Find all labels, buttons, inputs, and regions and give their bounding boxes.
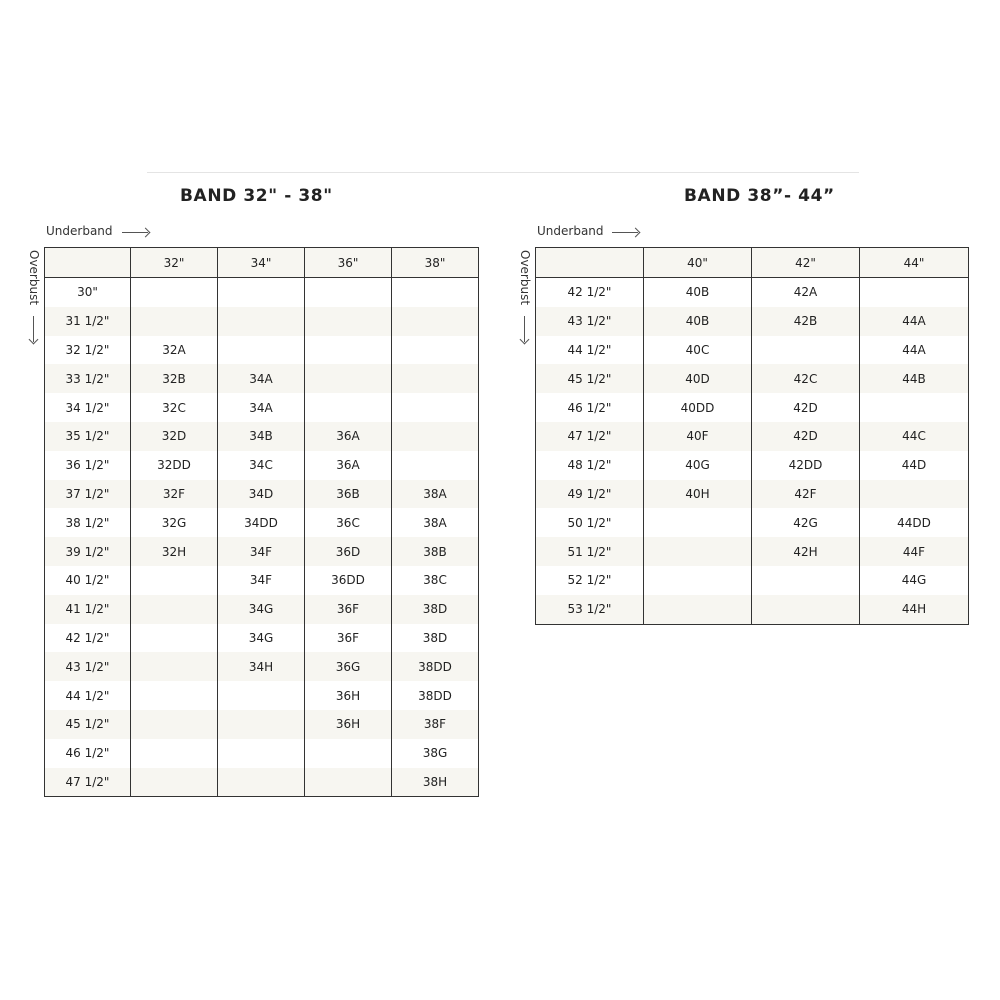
size-cell bbox=[131, 595, 218, 624]
table-row bbox=[45, 393, 479, 422]
size-cell: 32F bbox=[131, 480, 218, 509]
table-row bbox=[45, 451, 479, 480]
overbust-cell: 37 1/2" bbox=[45, 480, 131, 509]
size-cell: 44F bbox=[860, 537, 969, 566]
size-cell bbox=[860, 278, 969, 307]
size-cell bbox=[218, 307, 305, 336]
size-cell: 44H bbox=[860, 595, 969, 624]
table-row bbox=[45, 508, 479, 537]
overbust-cell: 48 1/2" bbox=[536, 451, 644, 480]
table-row bbox=[536, 480, 969, 509]
right-overbust-label: Overbust bbox=[518, 250, 532, 306]
overbust-cell: 51 1/2" bbox=[536, 537, 644, 566]
overbust-cell: 43 1/2" bbox=[536, 307, 644, 336]
size-cell: 34F bbox=[218, 537, 305, 566]
size-cell: 38C bbox=[392, 566, 479, 595]
overbust-cell: 44 1/2" bbox=[45, 681, 131, 710]
table-row bbox=[45, 566, 479, 595]
size-cell: 38F bbox=[392, 710, 479, 739]
size-cell bbox=[305, 336, 392, 365]
table-row bbox=[45, 739, 479, 768]
size-cell: 42C bbox=[752, 364, 860, 393]
overbust-cell: 41 1/2" bbox=[45, 595, 131, 624]
size-cell: 32D bbox=[131, 422, 218, 451]
size-cell bbox=[218, 710, 305, 739]
table-row bbox=[536, 278, 969, 307]
table-row bbox=[536, 595, 969, 624]
right-table-header bbox=[536, 248, 969, 278]
size-cell bbox=[218, 768, 305, 797]
left-overbust-label: Overbust bbox=[27, 250, 41, 306]
size-cell bbox=[305, 393, 392, 422]
size-cell bbox=[644, 508, 752, 537]
overbust-cell: 42 1/2" bbox=[536, 278, 644, 307]
overbust-cell: 46 1/2" bbox=[536, 393, 644, 422]
size-cell bbox=[644, 537, 752, 566]
table-row bbox=[45, 595, 479, 624]
size-cell bbox=[752, 336, 860, 365]
left-table-header bbox=[45, 248, 479, 278]
size-cell: 38B bbox=[392, 537, 479, 566]
left-underband-arrow-icon bbox=[122, 232, 148, 233]
overbust-cell: 31 1/2" bbox=[45, 307, 131, 336]
right-corner-cell bbox=[536, 248, 644, 278]
overbust-cell: 42 1/2" bbox=[45, 624, 131, 653]
size-cell: 36DD bbox=[305, 566, 392, 595]
table-row bbox=[45, 710, 479, 739]
overbust-cell: 34 1/2" bbox=[45, 393, 131, 422]
size-cell bbox=[644, 566, 752, 595]
size-cell bbox=[860, 393, 969, 422]
overbust-cell: 36 1/2" bbox=[45, 451, 131, 480]
left-band-header: 36" bbox=[305, 248, 392, 278]
size-cell bbox=[131, 278, 218, 307]
table-row bbox=[45, 364, 479, 393]
left-band-header: 38" bbox=[392, 248, 479, 278]
size-cell: 42B bbox=[752, 307, 860, 336]
size-cell: 40B bbox=[644, 307, 752, 336]
size-cell bbox=[860, 480, 969, 509]
size-cell: 42DD bbox=[752, 451, 860, 480]
size-cell bbox=[131, 307, 218, 336]
size-cell: 36H bbox=[305, 710, 392, 739]
table-row bbox=[536, 393, 969, 422]
size-cell: 36G bbox=[305, 652, 392, 681]
table-row bbox=[536, 336, 969, 365]
size-cell: 34D bbox=[218, 480, 305, 509]
overbust-cell: 44 1/2" bbox=[536, 336, 644, 365]
right-underband-label: Underband bbox=[537, 224, 604, 238]
size-cell: 42A bbox=[752, 278, 860, 307]
table-row bbox=[45, 537, 479, 566]
size-cell bbox=[305, 364, 392, 393]
size-cell: 36B bbox=[305, 480, 392, 509]
size-cell: 38DD bbox=[392, 652, 479, 681]
size-cell: 34G bbox=[218, 595, 305, 624]
size-cell bbox=[752, 566, 860, 595]
size-cell bbox=[131, 652, 218, 681]
size-cell: 42G bbox=[752, 508, 860, 537]
size-cell: 40DD bbox=[644, 393, 752, 422]
size-cell bbox=[218, 278, 305, 307]
size-cell: 44D bbox=[860, 451, 969, 480]
left-overbust-arrow-icon bbox=[33, 316, 34, 342]
size-cell: 42D bbox=[752, 422, 860, 451]
size-cell bbox=[392, 278, 479, 307]
size-cell bbox=[305, 768, 392, 797]
size-cell: 32B bbox=[131, 364, 218, 393]
left-size-table bbox=[44, 247, 479, 797]
table-row bbox=[45, 768, 479, 797]
overbust-cell: 30" bbox=[45, 278, 131, 307]
size-cell bbox=[218, 681, 305, 710]
size-cell: 44G bbox=[860, 566, 969, 595]
size-cell bbox=[392, 336, 479, 365]
overbust-cell: 45 1/2" bbox=[45, 710, 131, 739]
size-cell bbox=[305, 739, 392, 768]
size-cell: 34DD bbox=[218, 508, 305, 537]
size-cell bbox=[131, 681, 218, 710]
size-cell: 38D bbox=[392, 624, 479, 653]
size-cell: 36D bbox=[305, 537, 392, 566]
overbust-cell: 49 1/2" bbox=[536, 480, 644, 509]
left-band-header: 34" bbox=[218, 248, 305, 278]
table-row bbox=[536, 364, 969, 393]
size-cell: 32C bbox=[131, 393, 218, 422]
overbust-cell: 53 1/2" bbox=[536, 595, 644, 624]
right-chart-title: BAND 38”- 44” bbox=[684, 186, 835, 206]
right-underband-arrow-icon bbox=[612, 232, 638, 233]
right-band-header: 40" bbox=[644, 248, 752, 278]
overbust-cell: 47 1/2" bbox=[45, 768, 131, 797]
size-cell bbox=[305, 278, 392, 307]
size-cell: 42D bbox=[752, 393, 860, 422]
overbust-cell: 38 1/2" bbox=[45, 508, 131, 537]
overbust-cell: 47 1/2" bbox=[536, 422, 644, 451]
size-cell bbox=[131, 624, 218, 653]
size-cell: 34C bbox=[218, 451, 305, 480]
table-row bbox=[536, 508, 969, 537]
size-cell bbox=[392, 307, 479, 336]
table-row bbox=[45, 681, 479, 710]
size-cell bbox=[392, 364, 479, 393]
overbust-cell: 50 1/2" bbox=[536, 508, 644, 537]
left-corner-cell bbox=[45, 248, 131, 278]
size-cell: 36C bbox=[305, 508, 392, 537]
table-row bbox=[45, 480, 479, 509]
size-cell: 32DD bbox=[131, 451, 218, 480]
table-row bbox=[536, 422, 969, 451]
size-cell: 38A bbox=[392, 480, 479, 509]
size-cell: 34B bbox=[218, 422, 305, 451]
size-cell bbox=[644, 595, 752, 624]
size-cell: 40B bbox=[644, 278, 752, 307]
size-cell bbox=[131, 566, 218, 595]
size-cell: 44C bbox=[860, 422, 969, 451]
size-cell: 44A bbox=[860, 307, 969, 336]
size-cell: 38DD bbox=[392, 681, 479, 710]
table-row bbox=[45, 307, 479, 336]
size-cell: 38H bbox=[392, 768, 479, 797]
size-cell bbox=[305, 307, 392, 336]
size-cell: 44B bbox=[860, 364, 969, 393]
right-band-header: 44" bbox=[860, 248, 969, 278]
size-cell: 40H bbox=[644, 480, 752, 509]
left-table-body bbox=[45, 278, 479, 797]
right-overbust-arrow-icon bbox=[524, 316, 525, 342]
size-cell: 32G bbox=[131, 508, 218, 537]
right-band-header: 42" bbox=[752, 248, 860, 278]
size-cell: 34G bbox=[218, 624, 305, 653]
size-cell: 42F bbox=[752, 480, 860, 509]
table-row bbox=[45, 422, 479, 451]
size-cell: 36A bbox=[305, 422, 392, 451]
size-cell: 40D bbox=[644, 364, 752, 393]
size-cell bbox=[131, 768, 218, 797]
table-row bbox=[536, 566, 969, 595]
table-row bbox=[45, 336, 479, 365]
size-cell: 38D bbox=[392, 595, 479, 624]
size-cell: 36F bbox=[305, 595, 392, 624]
left-band-header: 32" bbox=[131, 248, 218, 278]
size-cell bbox=[131, 739, 218, 768]
overbust-cell: 32 1/2" bbox=[45, 336, 131, 365]
table-row bbox=[536, 537, 969, 566]
size-cell: 32H bbox=[131, 537, 218, 566]
table-row bbox=[536, 307, 969, 336]
size-cell: 36A bbox=[305, 451, 392, 480]
overbust-cell: 45 1/2" bbox=[536, 364, 644, 393]
size-cell: 32A bbox=[131, 336, 218, 365]
left-underband-label: Underband bbox=[46, 224, 113, 238]
size-cell bbox=[752, 595, 860, 624]
overbust-cell: 35 1/2" bbox=[45, 422, 131, 451]
size-cell: 44A bbox=[860, 336, 969, 365]
table-row bbox=[45, 278, 479, 307]
size-cell: 38G bbox=[392, 739, 479, 768]
table-row bbox=[45, 624, 479, 653]
right-size-table bbox=[535, 247, 969, 625]
size-cell bbox=[392, 422, 479, 451]
overbust-cell: 52 1/2" bbox=[536, 566, 644, 595]
size-cell: 44DD bbox=[860, 508, 969, 537]
left-chart-title: BAND 32" - 38" bbox=[180, 186, 333, 206]
right-table-body bbox=[536, 278, 969, 625]
size-cell: 34A bbox=[218, 364, 305, 393]
size-cell: 34F bbox=[218, 566, 305, 595]
size-cell: 42H bbox=[752, 537, 860, 566]
size-cell: 38A bbox=[392, 508, 479, 537]
overbust-cell: 39 1/2" bbox=[45, 537, 131, 566]
size-cell: 40G bbox=[644, 451, 752, 480]
size-cell bbox=[131, 710, 218, 739]
table-row bbox=[536, 451, 969, 480]
size-cell: 36F bbox=[305, 624, 392, 653]
size-cell: 34H bbox=[218, 652, 305, 681]
overbust-cell: 43 1/2" bbox=[45, 652, 131, 681]
size-cell bbox=[218, 336, 305, 365]
overbust-cell: 33 1/2" bbox=[45, 364, 131, 393]
top-divider bbox=[147, 172, 859, 173]
table-row bbox=[45, 652, 479, 681]
size-cell: 40F bbox=[644, 422, 752, 451]
overbust-cell: 40 1/2" bbox=[45, 566, 131, 595]
size-cell: 36H bbox=[305, 681, 392, 710]
size-cell: 34A bbox=[218, 393, 305, 422]
size-cell: 40C bbox=[644, 336, 752, 365]
size-cell bbox=[392, 393, 479, 422]
size-cell bbox=[218, 739, 305, 768]
size-cell bbox=[392, 451, 479, 480]
overbust-cell: 46 1/2" bbox=[45, 739, 131, 768]
